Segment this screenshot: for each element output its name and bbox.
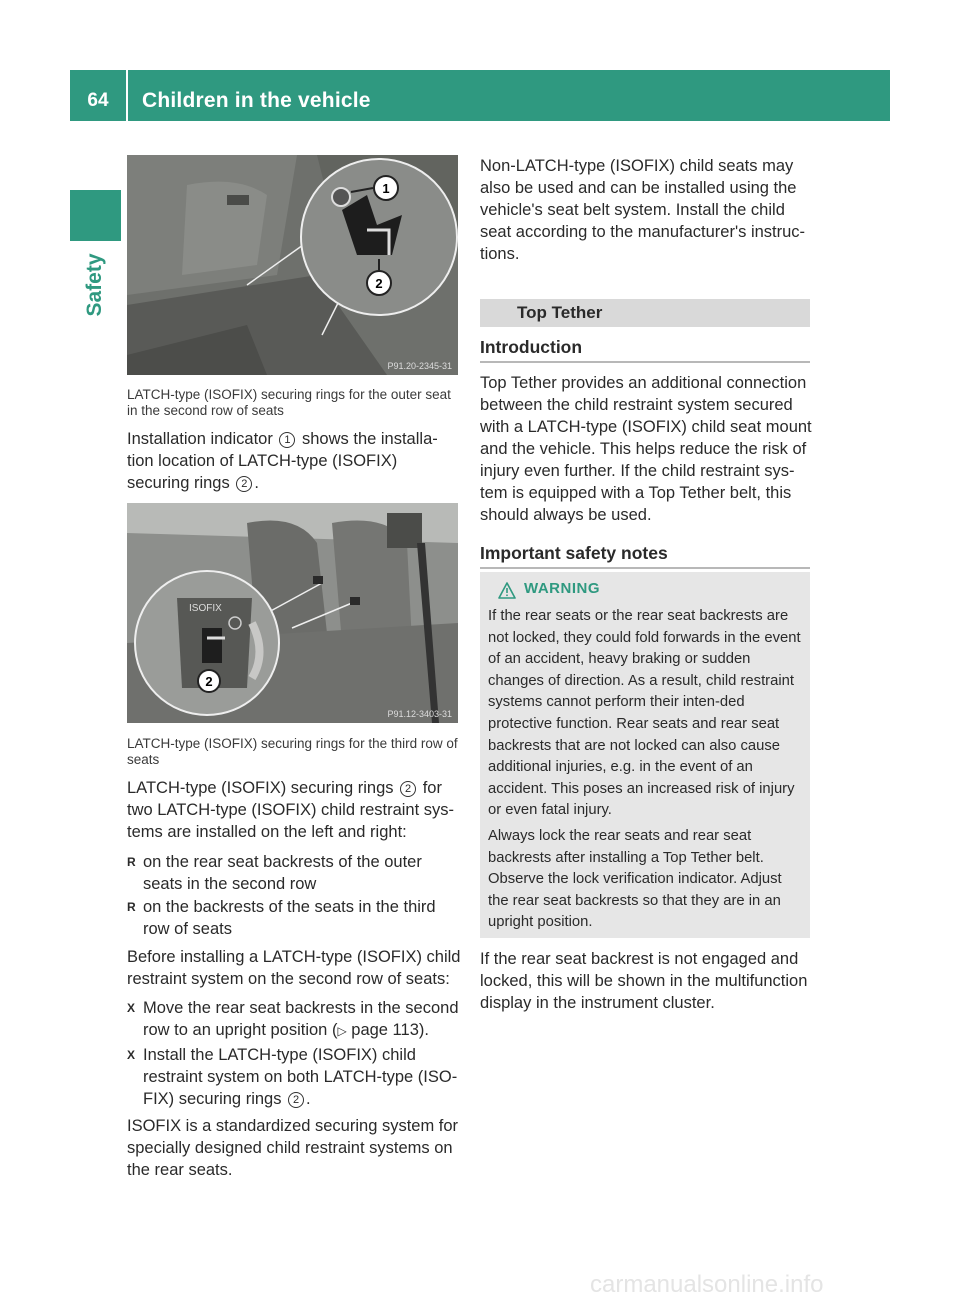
subheading-introduction: Introduction xyxy=(480,337,583,357)
header-divider xyxy=(126,70,128,121)
watermark-logo xyxy=(590,1270,920,1300)
callout-1: 1 xyxy=(279,432,295,448)
figure-caption: LATCH-type (ISOFIX) securing rings for the outer seat in the second row of seats xyxy=(127,387,451,418)
section-heading: Top Tether xyxy=(517,303,603,322)
warning-box xyxy=(480,572,810,938)
heading-rule xyxy=(480,567,810,569)
instruction-step: X Move the rear seat backrests in the second row to an upright position (▷ page 113). xyxy=(127,999,459,1039)
warning-text: If the rear seats or the rear seat backrests are not locked, they could fold forwards in the event of an accident, heavy braking or sudden changes of direction. As a result, child restraint systems cannot perform their inten-ded protective function. Rear seats and rear seat backrests that are not locked can also cause additional injuries, e.g. in the event of an accident. This poses an increased risk of injury or even fatal injury. xyxy=(488,608,801,819)
paragraph-non-latch: Non-LATCH-type (ISOFIX) child seats may also be used and can be installed using the vehicle's seat belt system. Install the child seat according to the manufacturer's instruc-tions. xyxy=(480,157,806,263)
figure-caption: LATCH-type (ISOFIX) securing rings for the third row of seats xyxy=(127,736,458,767)
paragraph-before-installing: Before installing a LATCH-type (ISOFIX) child restraint system on the second row of seats: xyxy=(127,948,461,988)
callout-2: 2 xyxy=(288,1092,304,1108)
figure-seat-third-row xyxy=(127,503,458,723)
paragraph-securing-rings: LATCH-type (ISOFIX) securing rings 2 for two LATCH-type (ISOFIX) child restraint sys-tems are installed on the left and right: xyxy=(127,779,455,841)
list-item: R on the rear seat backrests of the outer seats in the second row xyxy=(127,853,422,893)
callout-2: 2 xyxy=(236,476,252,492)
callout-2: 2 xyxy=(400,781,416,797)
subheading-safety-notes: Important safety notes xyxy=(480,543,668,563)
paragraph-installation-indicator: Installation indicator 1 shows the installa-tion location of LATCH-type (ISOFIX) securing rings 2 . xyxy=(127,430,438,492)
page-reference-arrow: ▷ xyxy=(337,1024,347,1038)
page-number: 64 xyxy=(87,90,109,111)
instruction-step: X Install the LATCH-type (ISOFIX) child restraint system on both LATCH-type (ISO-FIX) securing rings 2 . xyxy=(127,1046,458,1108)
isofix-label: ISOFIX xyxy=(189,603,222,614)
step-mark: X xyxy=(127,1048,136,1062)
bullet-mark: R xyxy=(127,900,136,914)
callout-1: 1 xyxy=(382,181,390,196)
section-tab-marker xyxy=(70,190,121,241)
section-heading-band xyxy=(480,299,810,327)
callout-2: 2 xyxy=(205,674,213,689)
chapter-title: Children in the vehicle xyxy=(142,89,371,112)
list-item: R on the backrests of the seats in the third row of seats xyxy=(127,898,436,938)
section-tab xyxy=(70,250,121,320)
svg-text:carmanualsonline.info: carmanualsonline.info xyxy=(590,1271,824,1298)
bullet-mark: R xyxy=(127,855,136,869)
section-tab-label: Safety xyxy=(83,253,106,317)
figure-seat-second-row xyxy=(127,155,458,375)
figure-code: P91.20-2345-31 xyxy=(387,361,452,371)
step-mark: X xyxy=(127,1001,136,1015)
heading-rule xyxy=(480,361,810,363)
paragraph-backrest-display: If the rear seat backrest is not engaged and locked, this will be shown in the multifunction display in the instrument cluster. xyxy=(480,950,808,1012)
paragraph-isofix-definition: ISOFIX is a standardized securing system for specially designed child restraint systems on the rear seats. xyxy=(127,1117,459,1179)
warning-triangle-icon xyxy=(498,582,516,599)
warning-instruction: Always lock the rear seats and rear seat backrests after installing a Top Tether belt. Observe the lock verification indicator. Adjust the rear seat backrests so that they are in an upright position. xyxy=(488,828,782,931)
warning-title: WARNING xyxy=(524,580,600,597)
figure-code: P91.12-3403-31 xyxy=(387,709,452,719)
callout-2: 2 xyxy=(375,276,383,291)
paragraph-introduction: Top Tether provides an additional connection between the child restraint system secured with a LATCH-type (ISOFIX) child seat mount and the vehicle. This helps reduce the risk of injury even further. If the child restraint sys-tem is equipped with a Top Tether belt, this should always be used. xyxy=(480,374,812,524)
